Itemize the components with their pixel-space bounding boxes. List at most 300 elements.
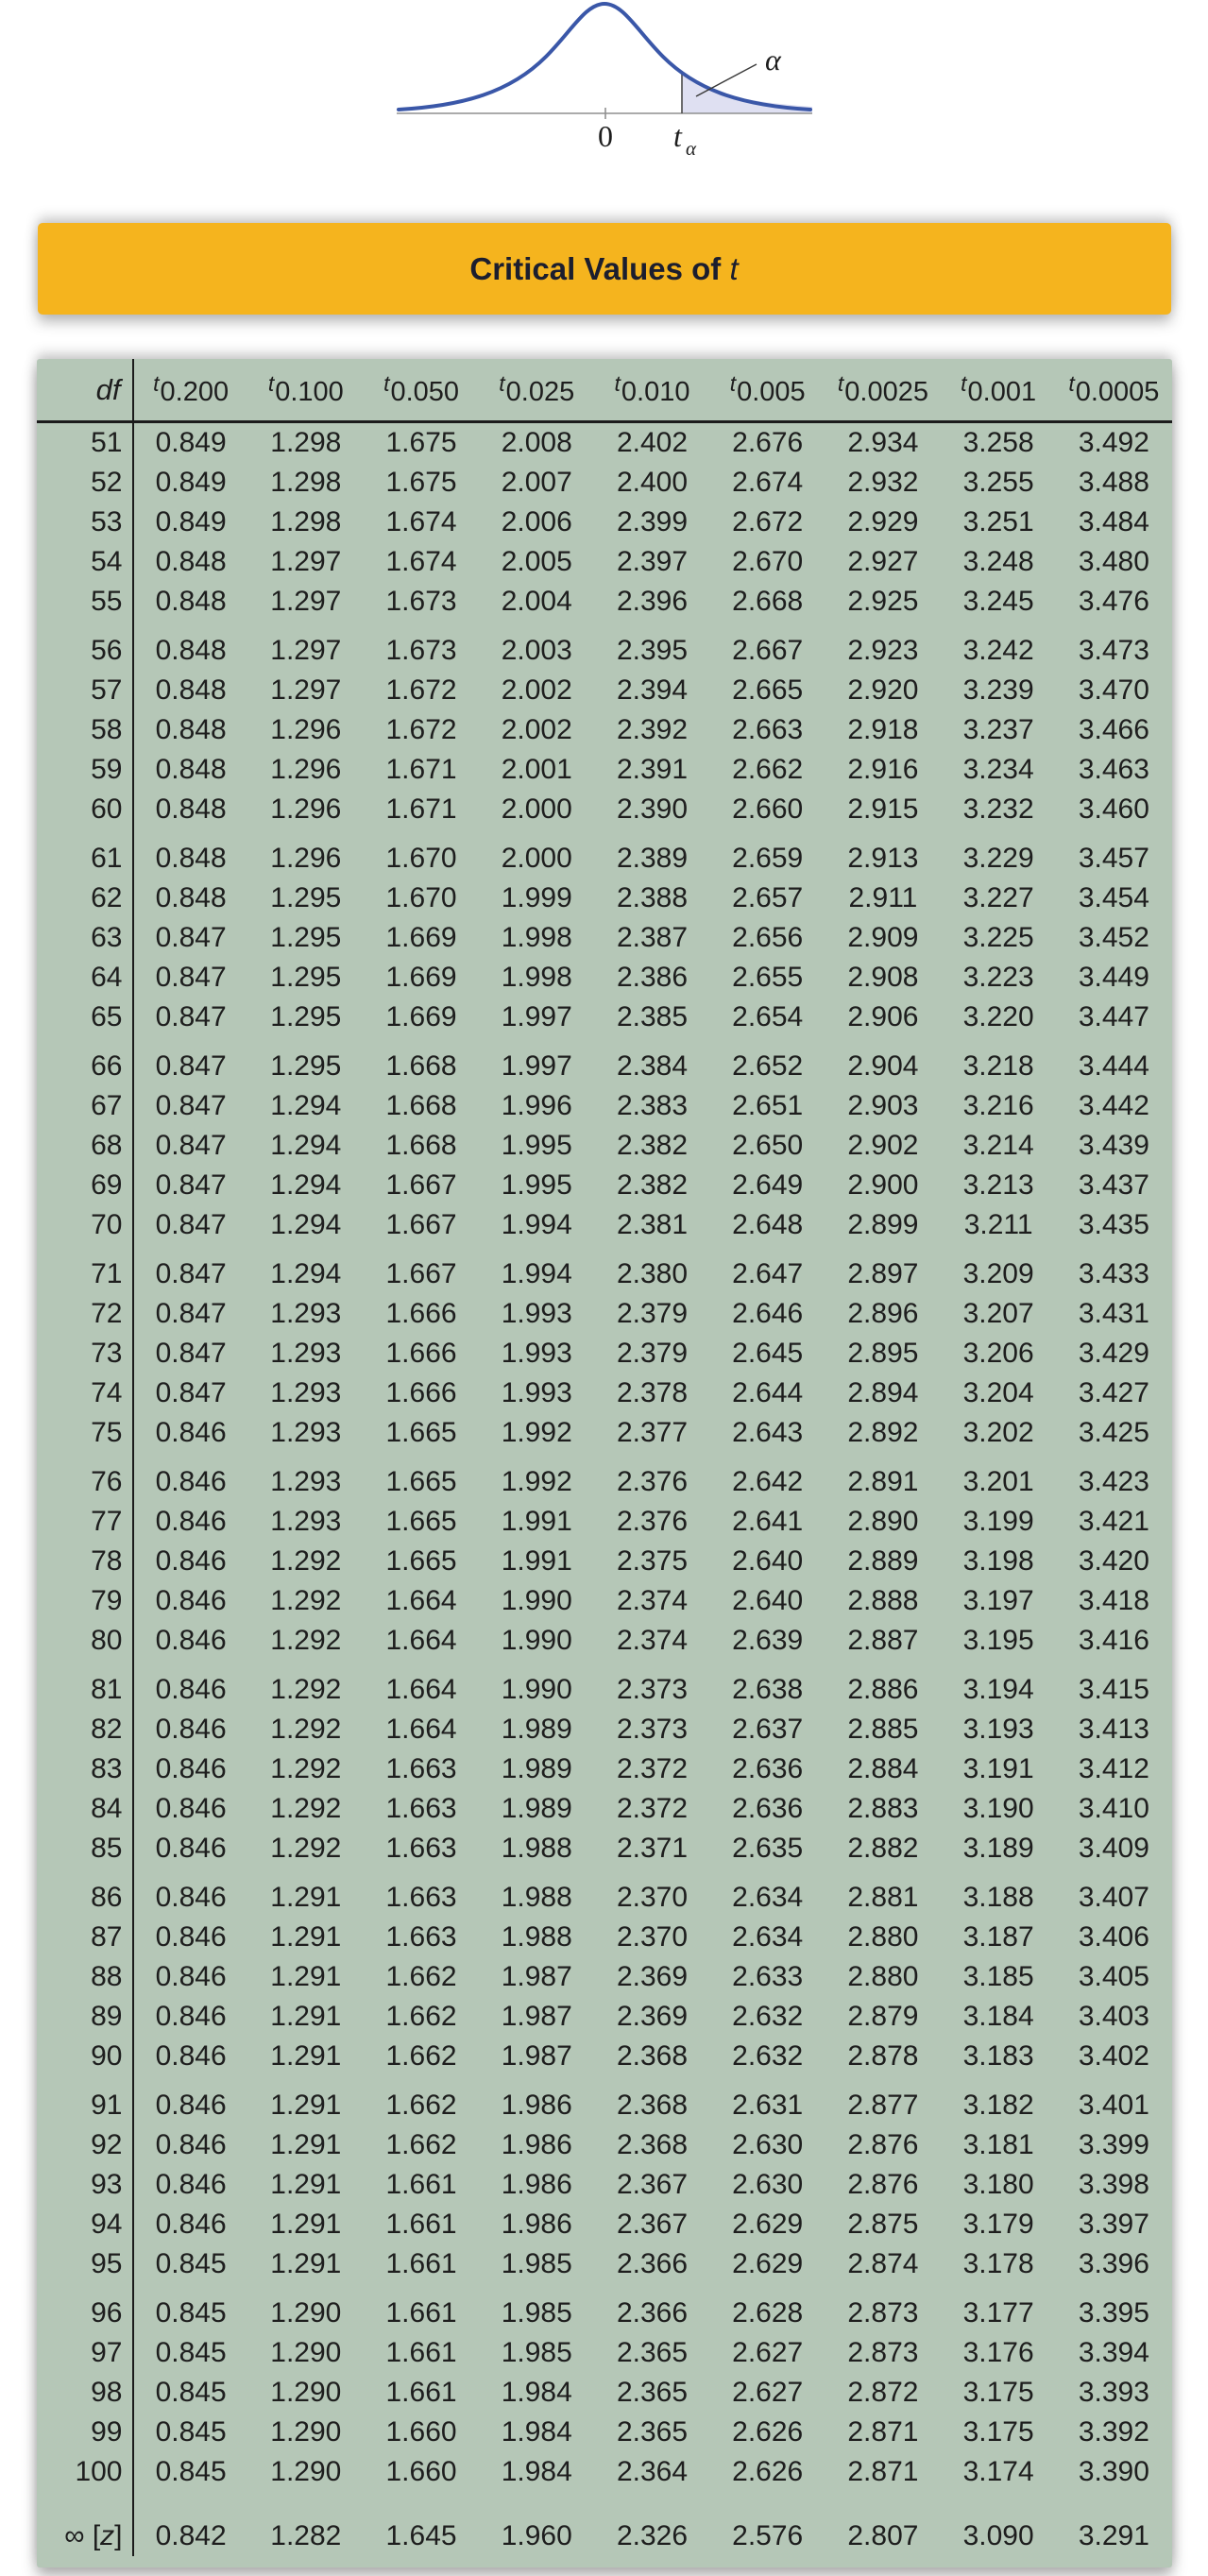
df-cell: 77 [37, 1502, 133, 1542]
t-value-cell: 3.457 [1078, 843, 1149, 874]
t-value-cell: 2.908 [847, 962, 919, 993]
df-cell: 88 [37, 1957, 133, 1997]
t-value-cell: 3.258 [962, 427, 1034, 458]
t-value-cell: 2.001 [501, 754, 572, 785]
df-cell: 71 [37, 1254, 133, 1294]
t-value-cell: 0.849 [155, 427, 227, 458]
t-value-cell: 1.662 [385, 2001, 457, 2032]
t-value-cell: 3.393 [1078, 2377, 1149, 2408]
t-value-cell: 0.846 [155, 2040, 227, 2072]
t-value-cell: 1.296 [270, 714, 342, 745]
t-value-cell: 2.373 [616, 1714, 689, 1745]
t-value-cell: 3.193 [962, 1714, 1034, 1745]
t-value-cell: 3.409 [1078, 1833, 1149, 1864]
t-value-cell: 2.656 [732, 922, 804, 953]
t-value-cell: 0.847 [155, 922, 227, 953]
t-value-cell: 3.412 [1078, 1753, 1149, 1784]
t-value-cell: 2.890 [847, 1506, 919, 1537]
t-value-cell: 3.183 [962, 2040, 1034, 2072]
t-value-cell: 1.667 [385, 1258, 457, 1289]
df-cell: 67 [37, 1086, 133, 1126]
t-value-cell: 2.365 [616, 2416, 689, 2448]
t-value-cell: 1.664 [385, 1714, 457, 1745]
group-gap-row [37, 1453, 1172, 1462]
t-value-cell: 1.293 [270, 1298, 342, 1329]
t-value-cell: 2.644 [732, 1377, 804, 1408]
t-value-cell: 3.185 [962, 1961, 1034, 1992]
t-distribution-curve-figure [397, 0, 812, 161]
t-value-cell: 0.847 [155, 1090, 227, 1121]
df-cell: 92 [37, 2125, 133, 2165]
t-value-cell: 3.180 [962, 2169, 1034, 2200]
t-value-cell: 3.234 [962, 754, 1034, 785]
t-value-cell: 2.387 [616, 922, 689, 953]
t-value-cell: 3.291 [1078, 2520, 1149, 2551]
t-value-cell: 0.846 [155, 1882, 227, 1913]
t-value-cell: 1.293 [270, 1377, 342, 1408]
table-row [37, 463, 1172, 503]
group-gap-row [37, 829, 1172, 839]
t-value-cell: 2.932 [847, 467, 919, 498]
group-gap-row [37, 1661, 1172, 1670]
t-value-cell: 3.454 [1078, 882, 1149, 913]
t-value-cell: 1.293 [270, 1466, 342, 1497]
t-value-cell: 0.846 [155, 2129, 227, 2160]
t-value-cell: 2.627 [732, 2337, 804, 2368]
gap-cell [133, 622, 1172, 631]
t-value-cell: 3.188 [962, 1882, 1034, 1913]
t-value-cell: 1.295 [270, 1050, 342, 1082]
t-value-cell: 2.659 [732, 843, 804, 874]
t-value-cell: 1.297 [270, 674, 342, 706]
t-value-cell: 3.182 [962, 2090, 1034, 2121]
t-value-cell: 2.889 [847, 1545, 919, 1577]
t-value-cell: 1.667 [385, 1169, 457, 1201]
t-value-cell: 3.473 [1078, 635, 1149, 666]
table-row [37, 671, 1172, 710]
t-value-cell: 1.985 [501, 2248, 572, 2279]
table-row [37, 2413, 1172, 2452]
t-value-cell: 2.900 [847, 1169, 919, 1201]
t-value-cell: 2.876 [847, 2129, 919, 2160]
t-value-cell: 2.364 [616, 2456, 689, 2487]
t-value-cell: 1.645 [385, 2520, 457, 2551]
t-value-cell: 2.006 [501, 506, 572, 537]
t-value-cell: 1.675 [385, 467, 457, 498]
gap-cell [133, 2284, 1172, 2294]
t-alpha-label-base: t [672, 119, 682, 153]
t-value-cell: 0.845 [155, 2377, 227, 2408]
df-cell: 69 [37, 1166, 133, 1205]
table-row [37, 710, 1172, 750]
df-cell: 51 [37, 422, 133, 464]
table-row [37, 790, 1172, 829]
df-cell: 80 [37, 1621, 133, 1661]
t-value-cell: 2.368 [616, 2090, 689, 2121]
t-value-cell: 1.984 [501, 2416, 572, 2448]
t-value-cell: 0.848 [155, 546, 227, 577]
t-value-cell: 2.635 [732, 1833, 804, 1864]
t-value-cell: 1.992 [501, 1466, 572, 1497]
t-value-cell: 3.466 [1078, 714, 1149, 745]
t-value-cell: 2.670 [732, 546, 804, 577]
t-value-cell: 1.990 [501, 1585, 572, 1616]
header-t00005: t0.0005 [1056, 359, 1171, 422]
t-value-cell: 0.847 [155, 1338, 227, 1369]
t-value-cell: 1.672 [385, 674, 457, 706]
table-row [37, 1205, 1172, 1245]
t-value-cell: 3.194 [962, 1674, 1034, 1705]
t-value-cell: 3.199 [962, 1506, 1034, 1537]
t-value-cell: 0.846 [155, 1961, 227, 1992]
t-value-cell: 3.209 [962, 1258, 1034, 1289]
header-t0010: t0.010 [594, 359, 709, 422]
group-gap-row [37, 2284, 1172, 2294]
t-value-cell: 2.399 [616, 506, 689, 537]
t-value-cell: 0.845 [155, 2456, 227, 2487]
table-row [37, 1166, 1172, 1205]
t-value-cell: 3.418 [1078, 1585, 1149, 1616]
t-value-cell: 2.375 [616, 1545, 689, 1577]
t-value-cell: 3.421 [1078, 1506, 1149, 1537]
t-value-cell: 3.395 [1078, 2297, 1149, 2329]
t-value-cell: 1.670 [385, 882, 457, 913]
t-value-cell: 0.847 [155, 962, 227, 993]
table-row [37, 1086, 1172, 1126]
df-cell: 59 [37, 750, 133, 790]
t-value-cell: 3.237 [962, 714, 1034, 745]
t-value-cell: 0.846 [155, 1625, 227, 1656]
critical-values-panel [37, 359, 1172, 2567]
gap-cell [37, 829, 133, 839]
t-value-cell: 3.191 [962, 1753, 1034, 1784]
t-value-cell: 2.394 [616, 674, 689, 706]
t-value-cell: 0.849 [155, 467, 227, 498]
t-value-cell: 1.990 [501, 1674, 572, 1705]
t-value-cell: 2.902 [847, 1130, 919, 1161]
table-row [37, 2333, 1172, 2373]
t-value-cell: 1.291 [270, 2090, 342, 2121]
t-value-cell: 1.661 [385, 2377, 457, 2408]
t-value-cell: 3.248 [962, 546, 1034, 577]
table-row [37, 1749, 1172, 1789]
t-value-cell: 3.452 [1078, 922, 1149, 953]
gap-cell [133, 1037, 1172, 1047]
t-value-cell: 1.295 [270, 962, 342, 993]
t-value-cell: 1.662 [385, 2090, 457, 2121]
t-value-cell: 2.807 [847, 2520, 919, 2551]
df-cell: 76 [37, 1462, 133, 1502]
t-value-cell: 3.090 [962, 2520, 1034, 2551]
t-value-cell: 2.400 [616, 467, 689, 498]
t-value-cell: 1.997 [501, 1050, 572, 1082]
t-value-cell: 1.291 [270, 2040, 342, 2072]
t-value-cell: 1.993 [501, 1338, 572, 1369]
t-value-cell: 1.291 [270, 2248, 342, 2279]
table-row [37, 1413, 1172, 1453]
t-value-cell: 2.918 [847, 714, 919, 745]
t-value-cell: 2.365 [616, 2337, 689, 2368]
t-value-cell: 3.431 [1078, 1298, 1149, 1329]
table-row [37, 1502, 1172, 1542]
t-value-cell: 2.891 [847, 1466, 919, 1497]
t-value-cell: 2.662 [732, 754, 804, 785]
table-row [37, 503, 1172, 542]
t-value-cell: 1.993 [501, 1298, 572, 1329]
t-value-cell: 1.663 [385, 1793, 457, 1824]
df-cell: 60 [37, 790, 133, 829]
t-value-cell: 0.845 [155, 2297, 227, 2329]
t-value-cell: 1.662 [385, 1961, 457, 1992]
t-value-cell: 2.920 [847, 674, 919, 706]
t-value-cell: 2.380 [616, 1258, 689, 1289]
gap-cell [37, 1453, 133, 1462]
t-value-cell: 2.874 [847, 2248, 919, 2279]
group-gap-row [37, 2076, 1172, 2086]
t-value-cell: 3.429 [1078, 1338, 1149, 1369]
t-value-cell: 1.986 [501, 2169, 572, 2200]
df-cell: 97 [37, 2333, 133, 2373]
t-value-cell: 3.437 [1078, 1169, 1149, 1201]
t-value-cell: 0.847 [155, 1130, 227, 1161]
table-row [37, 2373, 1172, 2413]
t-value-cell: 3.227 [962, 882, 1034, 913]
t-value-cell: 3.390 [1078, 2456, 1149, 2487]
t-value-cell: 0.842 [155, 2520, 227, 2551]
t-value-cell: 3.232 [962, 793, 1034, 825]
df-cell: 54 [37, 542, 133, 582]
t-value-cell: 3.218 [962, 1050, 1034, 1082]
table-row [37, 1710, 1172, 1749]
t-value-cell: 1.297 [270, 546, 342, 577]
t-value-cell: 0.848 [155, 793, 227, 825]
t-value-cell: 2.895 [847, 1338, 919, 1369]
t-value-cell: 1.989 [501, 1714, 572, 1745]
t-value-cell: 3.396 [1078, 2248, 1149, 2279]
t-value-cell: 2.000 [501, 843, 572, 874]
t-value-cell: 0.848 [155, 714, 227, 745]
table-row [37, 958, 1172, 998]
t-value-cell: 1.986 [501, 2129, 572, 2160]
t-value-cell: 3.447 [1078, 1001, 1149, 1032]
t-value-cell: 3.484 [1078, 506, 1149, 537]
t-value-cell: 3.415 [1078, 1674, 1149, 1705]
table-row [37, 879, 1172, 918]
t-value-cell: 1.290 [270, 2297, 342, 2329]
t-value-cell: 0.846 [155, 1585, 227, 1616]
t-value-cell: 1.668 [385, 1090, 457, 1121]
group-gap-row [37, 1868, 1172, 1878]
t-value-cell: 2.657 [732, 882, 804, 913]
t-value-cell: 2.904 [847, 1050, 919, 1082]
t-value-cell: 1.292 [270, 1625, 342, 1656]
t-value-cell: 1.661 [385, 2248, 457, 2279]
t-value-cell: 0.846 [155, 2001, 227, 2032]
zero-label: 0 [597, 119, 613, 153]
t-value-cell: 3.444 [1078, 1050, 1149, 1082]
table-row [37, 1621, 1172, 1661]
t-value-cell: 2.000 [501, 793, 572, 825]
table-row [37, 1670, 1172, 1710]
t-value-cell: 1.674 [385, 506, 457, 537]
t-value-cell: 1.660 [385, 2456, 457, 2487]
t-value-cell: 2.884 [847, 1753, 919, 1784]
t-value-cell: 3.442 [1078, 1090, 1149, 1121]
t-value-cell: 2.369 [616, 1961, 689, 1992]
t-value-cell: 1.669 [385, 922, 457, 953]
t-value-cell: 3.223 [962, 962, 1034, 993]
t-value-cell: 1.660 [385, 2416, 457, 2448]
df-cell: 81 [37, 1670, 133, 1710]
t-value-cell: 2.377 [616, 1417, 689, 1448]
gap-cell [37, 622, 133, 631]
t-value-cell: 1.663 [385, 1833, 457, 1864]
t-value-cell: 2.628 [732, 2297, 804, 2329]
df-cell: 93 [37, 2165, 133, 2205]
t-value-cell: 2.648 [732, 1209, 804, 1240]
t-value-cell: 2.402 [616, 427, 689, 458]
t-value-cell: 1.985 [501, 2297, 572, 2329]
t-value-cell: 3.394 [1078, 2337, 1149, 2368]
t-value-cell: 1.295 [270, 1001, 342, 1032]
t-value-cell: 2.383 [616, 1090, 689, 1121]
group-gap-row [37, 1245, 1172, 1254]
t-value-cell: 2.674 [732, 467, 804, 498]
t-value-cell: 0.847 [155, 1298, 227, 1329]
df-cell: 94 [37, 2205, 133, 2244]
table-row [37, 1047, 1172, 1086]
t-value-cell: 3.488 [1078, 467, 1149, 498]
df-cell: 73 [37, 1334, 133, 1373]
t-value-cell: 3.423 [1078, 1466, 1149, 1497]
t-value-cell: 3.492 [1078, 427, 1149, 458]
df-infinity-cell: ∞ [z] [37, 2516, 133, 2556]
t-value-cell: 3.198 [962, 1545, 1034, 1577]
t-value-cell: 1.290 [270, 2456, 342, 2487]
t-value-cell: 3.420 [1078, 1545, 1149, 1577]
t-value-cell: 2.881 [847, 1882, 919, 1913]
t-value-cell: 1.675 [385, 427, 457, 458]
t-value-cell: 1.989 [501, 1793, 572, 1824]
t-value-cell: 2.654 [732, 1001, 804, 1032]
t-value-cell: 3.392 [1078, 2416, 1149, 2448]
t-value-cell: 2.913 [847, 843, 919, 874]
t-value-cell: 2.636 [732, 1793, 804, 1824]
t-value-cell: 1.995 [501, 1169, 572, 1201]
t-value-cell: 2.626 [732, 2456, 804, 2487]
t-value-cell: 1.292 [270, 1833, 342, 1864]
gap-cell [133, 1453, 1172, 1462]
t-value-cell: 2.646 [732, 1298, 804, 1329]
t-value-cell: 2.004 [501, 586, 572, 617]
t-value-cell: 1.661 [385, 2297, 457, 2329]
header-t0001: t0.001 [941, 359, 1056, 422]
t-value-cell: 2.634 [732, 1882, 804, 1913]
t-value-cell: 1.663 [385, 1882, 457, 1913]
group-gap-row [37, 1037, 1172, 1047]
table-header [37, 359, 1172, 422]
t-value-cell: 1.673 [385, 586, 457, 617]
t-value-cell: 2.397 [616, 546, 689, 577]
t-value-cell: 1.292 [270, 1793, 342, 1824]
t-value-cell: 3.399 [1078, 2129, 1149, 2160]
table-row [37, 1294, 1172, 1334]
df-cell: 65 [37, 998, 133, 1037]
table-row [37, 750, 1172, 790]
t-value-cell: 3.410 [1078, 1793, 1149, 1824]
t-value-cell: 0.847 [155, 1258, 227, 1289]
t-value-cell: 2.877 [847, 2090, 919, 2121]
t-value-cell: 2.381 [616, 1209, 689, 1240]
t-value-cell: 3.225 [962, 922, 1034, 953]
t-value-cell: 3.175 [962, 2377, 1034, 2408]
t-value-cell: 1.987 [501, 2001, 572, 2032]
df-cell: 68 [37, 1126, 133, 1166]
t-value-cell: 1.298 [270, 506, 342, 537]
table-row [37, 1829, 1172, 1868]
table-row [37, 2205, 1172, 2244]
df-cell: 62 [37, 879, 133, 918]
df-cell: 87 [37, 1918, 133, 1957]
t-value-cell: 2.629 [732, 2209, 804, 2240]
df-cell: 53 [37, 503, 133, 542]
table-row [37, 1581, 1172, 1621]
header-row [37, 359, 1172, 422]
t-value-cell: 0.845 [155, 2416, 227, 2448]
table-row [37, 2086, 1172, 2125]
t-value-cell: 1.670 [385, 843, 457, 874]
t-value-cell: 0.848 [155, 754, 227, 785]
t-value-cell: 2.638 [732, 1674, 804, 1705]
t-value-cell: 2.634 [732, 1921, 804, 1953]
t-value-cell: 1.290 [270, 2337, 342, 2368]
t-value-cell: 0.849 [155, 506, 227, 537]
gap-cell [133, 2076, 1172, 2086]
table-row [37, 1918, 1172, 1957]
df-cell: 58 [37, 710, 133, 750]
t-value-cell: 1.991 [501, 1545, 572, 1577]
t-value-cell: 2.903 [847, 1090, 919, 1121]
t-value-cell: 3.216 [962, 1090, 1034, 1121]
df-cell: 72 [37, 1294, 133, 1334]
t-value-cell: 2.367 [616, 2209, 689, 2240]
t-value-cell: 2.374 [616, 1625, 689, 1656]
t-value-cell: 1.998 [501, 962, 572, 993]
t-value-cell: 1.984 [501, 2377, 572, 2408]
t-value-cell: 1.291 [270, 2169, 342, 2200]
t-value-cell: 0.846 [155, 1833, 227, 1864]
t-value-cell: 1.671 [385, 793, 457, 825]
t-value-cell: 2.906 [847, 1001, 919, 1032]
table-row [37, 542, 1172, 582]
t-value-cell: 0.848 [155, 586, 227, 617]
t-value-cell: 1.999 [501, 882, 572, 913]
t-value-cell: 3.460 [1078, 793, 1149, 825]
gap-cell [37, 1245, 133, 1254]
t-value-cell: 2.880 [847, 1961, 919, 1992]
table-row [37, 1878, 1172, 1918]
t-value-cell: 1.671 [385, 754, 457, 785]
t-value-cell: 1.986 [501, 2209, 572, 2240]
t-value-cell: 2.636 [732, 1753, 804, 1784]
t-value-cell: 1.297 [270, 586, 342, 617]
t-value-cell: 1.662 [385, 2040, 457, 2072]
table-row [37, 1373, 1172, 1413]
t-value-cell: 1.665 [385, 1545, 457, 1577]
t-alpha-label-sub: α [685, 137, 696, 160]
t-value-cell: 2.897 [847, 1258, 919, 1289]
df-cell: 90 [37, 2037, 133, 2076]
